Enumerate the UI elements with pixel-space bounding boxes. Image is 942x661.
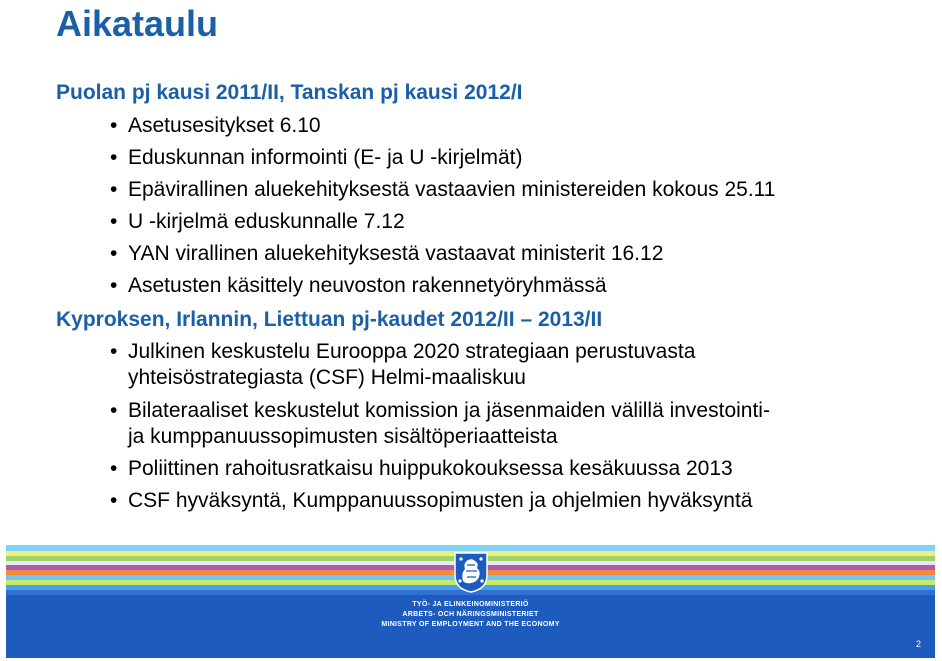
bullet-dot: •	[110, 146, 118, 169]
ministry-name-fi: TYÖ- JA ELINKEINOMINISTERIÖ	[412, 601, 529, 608]
bullet-dot: •	[110, 242, 118, 265]
footer-banner	[6, 545, 935, 658]
bullet-text: U -kirjelmä eduskunnalle 7.12	[128, 210, 405, 233]
bullet-dot: •	[110, 274, 118, 297]
bullet-dot: •	[110, 399, 118, 422]
section-heading-1: Puolan pj kausi 2011/II, Tanskan pj kausi 2012/I	[56, 81, 523, 104]
page-number: 2	[915, 639, 921, 649]
bullet-text: Asetusesitykset 6.10	[128, 114, 321, 137]
bullet-text-continuation: yhteisöstrategiasta (CSF) Helmi-maaliskuu	[128, 366, 526, 389]
ministry-name-sv: ARBETS- OCH NÄRINGSMINISTERIET	[402, 611, 539, 618]
bullet-text: Epävirallinen aluekehityksestä vastaavien ministereiden kokous 25.11	[128, 178, 776, 201]
bullet-text: Asetusten käsittely neuvoston rakennetyöryhmässä	[128, 274, 607, 297]
bullet-text: CSF hyväksyntä, Kumppanuussopimusten ja ohjelmien hyväksyntä	[128, 489, 753, 512]
bullet-dot: •	[110, 340, 118, 363]
bullet-dot: •	[110, 114, 118, 137]
bullet-text: Eduskunnan informointi (E- ja U -kirjelmät)	[128, 146, 523, 169]
slide-title: Aikataulu	[56, 3, 219, 44]
bullet-dot: •	[110, 457, 118, 480]
finnish-lion-crest-icon	[453, 551, 489, 593]
bullet-text: Julkinen keskustelu Eurooppa 2020 strategiaan perustuvasta	[128, 340, 696, 363]
bullet-text: YAN virallinen aluekehityksestä vastaavat ministerit 16.12	[128, 242, 664, 265]
bullet-dot: •	[110, 210, 118, 233]
section-heading-2: Kyproksen, Irlannin, Liettuan pj-kaudet 2012/II – 2013/II	[56, 308, 603, 331]
bullet-text-continuation: ja kumppanuussopimusten sisältöperiaatteista	[128, 425, 558, 448]
ministry-name-en: MINISTRY OF EMPLOYMENT AND THE ECONOMY	[381, 621, 560, 628]
bullet-dot: •	[110, 489, 118, 512]
bullet-dot: •	[110, 178, 118, 201]
bullet-text: Bilateraaliset keskustelut komission ja jäsenmaiden välillä investointi-	[128, 399, 770, 422]
bullet-text: Poliittinen rahoitusratkaisu huippukokouksessa kesäkuussa 2013	[128, 457, 733, 480]
